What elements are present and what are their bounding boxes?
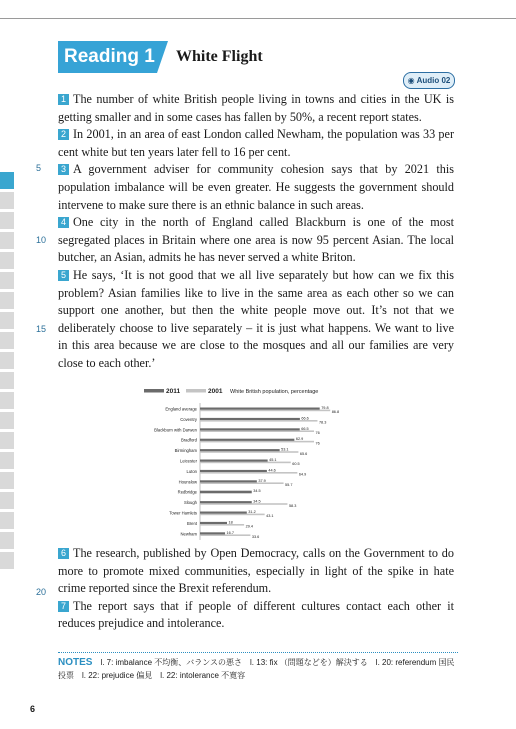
notes-text: l. 7: imbalance 不均衡、バランスの悪さ l. 13: fix （問題などを）解決する l. 20: referendum 国民投票 l. 22: prejudice 偏見 l. 22: intolerance 不寛容 (58, 658, 455, 680)
category-label: Brent (186, 520, 197, 526)
line-number: 20 (36, 587, 47, 597)
paragraph-text: One city in the north of England called Blackburn is one of the most segregated places in Britain where one area is now 95 percent Asian. The local butcher, an Asian, admits he has never served a white Briton. (58, 215, 454, 265)
top-rule (0, 18, 516, 19)
category-label: Slough (183, 500, 197, 506)
notes-divider (58, 652, 458, 653)
legend-label-2001: 2001 (208, 388, 223, 395)
side-tab-active (0, 172, 14, 189)
population-bar-chart (140, 385, 380, 540)
notes-label: NOTES (58, 657, 93, 668)
paragraph-number: 6 (58, 548, 69, 559)
category-label: Coventry (180, 416, 197, 422)
value-label-2001: 60.5 (292, 462, 300, 467)
category-label: England average (165, 406, 197, 412)
audio-icon: ◉ (407, 76, 415, 85)
bar-2001 (200, 410, 330, 412)
value-label-2011: 31.2 (248, 510, 256, 514)
paragraph (58, 126, 454, 161)
bar-2001 (200, 441, 314, 443)
audio-label: Audio 02 (416, 76, 451, 85)
side-tab (0, 272, 14, 289)
value-label-2001: 86.8 (331, 410, 340, 415)
line-number: 10 (36, 235, 47, 245)
audio-button[interactable] (403, 72, 455, 89)
side-tabs (0, 172, 14, 572)
side-tab (0, 352, 14, 369)
category-label: Newham (180, 531, 197, 537)
chart-title: White British population, percentage (230, 389, 319, 395)
value-label-2001: 78.3 (318, 420, 327, 425)
bar-2001 (200, 514, 265, 516)
side-tab (0, 232, 14, 249)
value-label-2011: 62.9 (295, 437, 304, 442)
side-tab (0, 412, 14, 429)
paragraph-number: 5 (58, 270, 69, 281)
value-label-2001: 65.6 (299, 451, 308, 456)
paragraph-text: In 2001, in an area of east London called Newham, the population was 33 per cent white but ten years later fell to 16 per cent. (58, 127, 454, 159)
category-label: Redbridge (177, 489, 197, 495)
paragraph-text: A government adviser for community cohesion says that by 2021 this population imbalance will be even greater. He suggests the government should intervene to make sure there is an ethnic balance in such areas. (58, 162, 454, 212)
line-number: 5 (36, 163, 42, 173)
value-label-2011: 79.8 (321, 406, 329, 410)
legend-swatch-2011 (144, 389, 164, 393)
bar-2001 (200, 482, 284, 484)
paragraph-text: The report says that if people of different cultures contact each other it reduces prejudice and intolerance. (58, 598, 454, 631)
category-label: Luton (186, 468, 197, 474)
paragraph (58, 214, 454, 267)
side-tab (0, 252, 14, 269)
page-title: White Flight (176, 48, 263, 65)
category-label: Birmingham (174, 448, 197, 454)
paragraph-number: 4 (58, 217, 69, 228)
value-label-2011: 44.6 (268, 468, 276, 473)
side-tab (0, 212, 14, 229)
value-label-2001: 76 (315, 431, 320, 435)
bar-2001 (200, 462, 291, 464)
value-label-2011: 34.5 (253, 499, 261, 504)
value-label-2011: 66.5 (301, 426, 309, 431)
side-tab (0, 452, 14, 469)
side-tab (0, 432, 14, 449)
category-label: Hounslow (178, 479, 197, 485)
value-label-2001: 55.7 (285, 483, 293, 487)
side-tab (0, 492, 14, 509)
value-label-2011: 53.1 (281, 447, 289, 452)
value-label-2001: 64.9 (298, 472, 307, 477)
bar-2001 (200, 430, 314, 432)
side-tab (0, 332, 14, 349)
value-label-2001: 43.1 (266, 514, 274, 519)
reading-label: Reading 1 (64, 46, 155, 67)
value-label-2011: 18 (228, 520, 233, 525)
value-label-2001: 58.3 (288, 503, 297, 508)
side-tab (0, 532, 14, 549)
line-number: 15 (36, 324, 47, 334)
category-label: Blackburn with Darwen (154, 427, 197, 433)
side-tab (0, 292, 14, 309)
paragraph-number: 7 (58, 601, 69, 612)
category-label: Bradford (180, 437, 197, 443)
notes (58, 656, 458, 682)
paragraph-number: 2 (58, 129, 69, 140)
paragraph-number: 3 (58, 164, 69, 175)
bar-2001 (200, 451, 298, 453)
side-tab (0, 512, 14, 529)
value-label-2001: 33.6 (251, 535, 260, 539)
value-label-2011: 45.1 (269, 458, 277, 462)
bar-2001 (200, 420, 317, 422)
paragraph (58, 161, 454, 214)
paragraph-number: 1 (58, 94, 69, 105)
bar-2011 (200, 491, 252, 494)
paragraph-text: The number of white British people living in towns and cities in the UK is getting smaller and in some cases has fallen by 50%, a recent report states. (58, 92, 454, 124)
side-tab (0, 552, 14, 569)
bar-2001 (200, 534, 250, 536)
article-body-top (58, 91, 454, 373)
category-label: Leicester (180, 458, 197, 464)
paragraph (58, 598, 454, 633)
side-tab (0, 472, 14, 489)
value-label-2011: 16.7 (226, 530, 234, 535)
side-tab (0, 312, 14, 329)
legend-label-2011: 2011 (166, 388, 181, 395)
value-label-2011: 34.5 (253, 489, 261, 494)
value-label-2001: 76 (315, 441, 320, 446)
page-number: 6 (30, 704, 36, 714)
paragraph (58, 545, 454, 598)
side-tab (0, 392, 14, 409)
bar-2001 (200, 472, 297, 474)
paragraph (58, 267, 454, 373)
paragraph (58, 91, 454, 126)
article-body-bottom (58, 545, 454, 633)
category-label: Tower Hamlets (169, 510, 197, 516)
value-label-2011: 37.9 (258, 478, 266, 483)
value-label-2001: 29.4 (245, 524, 253, 529)
paragraph-text: He says, ‘It is not good that we all live separately but how can we fix this problem? Asian families like to live in the same area as each other so we can support one another, but then the white people move out. It’s not that we deliberately choose to live separately – it is just what happens. We want to live in this area because we are close to the mosques and all our families are very close to each other.’ (58, 267, 454, 370)
bar-2001 (200, 524, 244, 526)
legend-swatch-2001 (186, 389, 206, 393)
side-tab (0, 372, 14, 389)
value-label-2011: 66.6 (301, 416, 309, 421)
paragraph-text: The research, published by Open Democracy, calls on the Government to do more to promote mixed communities, especially in light of the spike in hate crime reported since the Brexit referendum. (58, 546, 454, 596)
bar-2001 (200, 503, 287, 505)
side-tab (0, 192, 14, 209)
